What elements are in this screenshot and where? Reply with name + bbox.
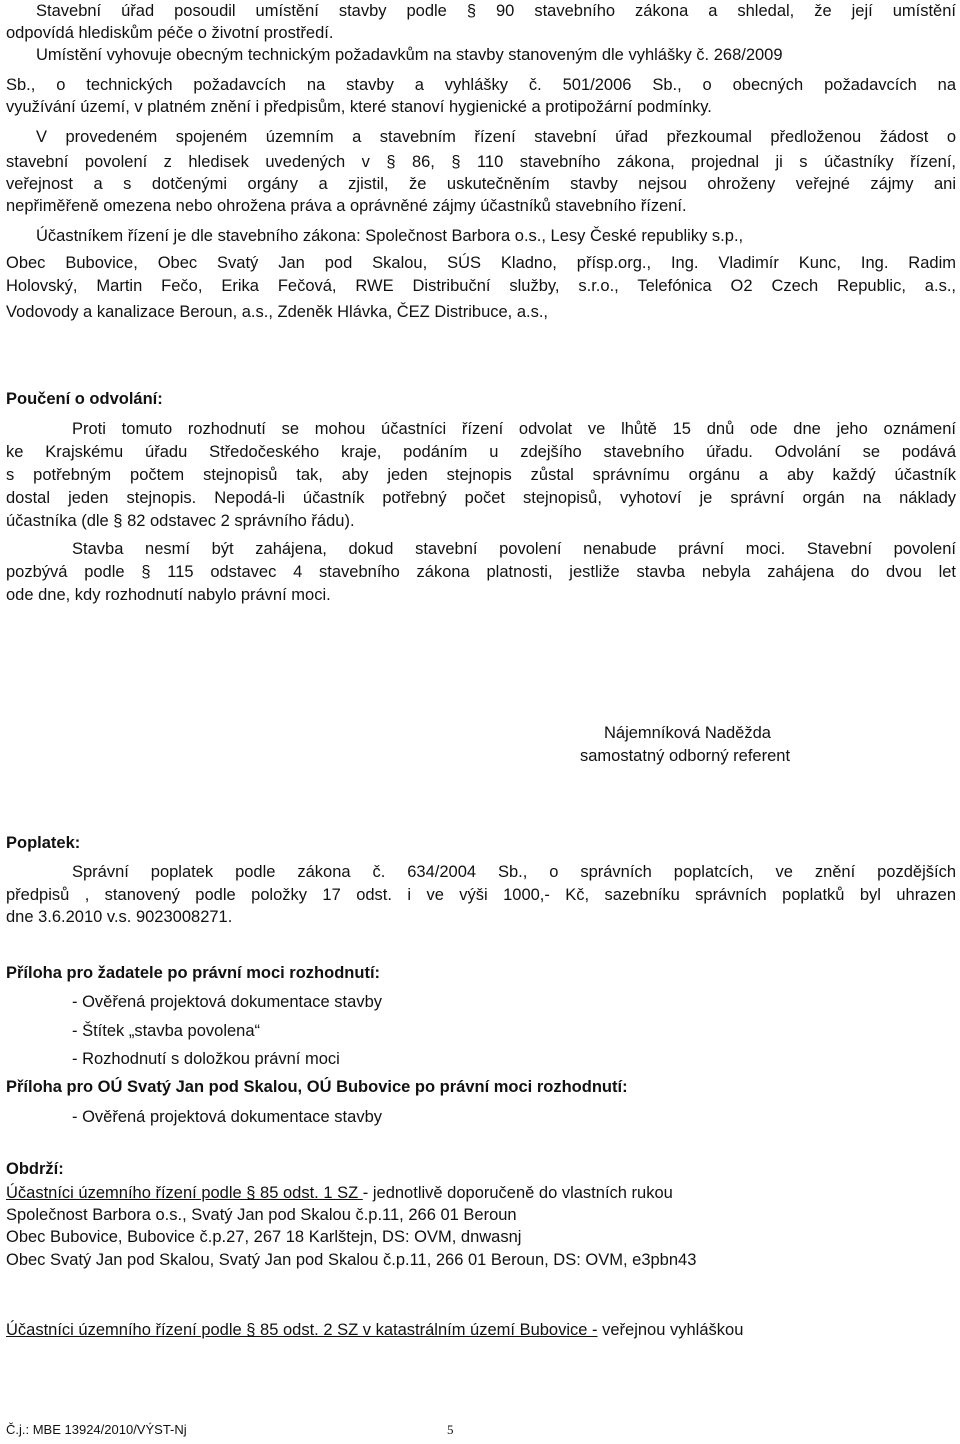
text-line: Obec Bubovice, Obec Svatý Jan pod Skalou, SÚS Kladno, přísp.org., Ing. Vladimír Kunc, Ing. Radim: [6, 254, 956, 272]
text-line: využívání území, v platném znění i předpisům, které stanoví hygienické a protipožární podmínky.: [6, 98, 712, 116]
text-line: pozbývá podle § 115 odstavec 4 stavebního zákona platnosti, jestliže stavba nebyla zahájena do dvou let: [6, 563, 956, 581]
text-line: Umístění vyhovuje obecným technickým požadavkům na stavby stanoveným dle vyhlášky č. 268/2009: [36, 46, 783, 64]
list-item: - Ověřená projektová dokumentace stavby: [72, 1108, 382, 1126]
recipient-group-label: Účastníci územního řízení podle § 85 odst. 2 SZ v katastrálním území Bubovice -: [6, 1321, 598, 1339]
recipient-group-note: - jednotlivě doporučeně do vlastních rukou: [362, 1184, 673, 1202]
section-heading: Příloha pro OÚ Svatý Jan pod Skalou, OÚ Bubovice po právní moci rozhodnutí:: [6, 1078, 628, 1096]
text-line: Správní poplatek podle zákona č. 634/2004 Sb., o správních poplatcích, ve znění pozdějších: [72, 863, 956, 881]
reference-number: Č.j.: MBE 13924/2010/VÝST-Nj: [6, 1422, 187, 1437]
text-line: veřejnost a s dotčenými orgány a zjistil, že uskutečněním stavby nejsou ohroženy veřejné zájmy ani: [6, 175, 956, 193]
text-line: Stavba nesmí být zahájena, dokud stavební povolení nenabude právní moci. Stavební povolení: [72, 540, 956, 558]
text-line: předpisů , stanovený podle položky 17 odst. i ve výši 1000,- Kč, sazebníku správních poplatků byl uhrazen: [6, 886, 956, 904]
text-line: stavební povolení z hledisek uvedených v § 86, § 110 stavebního zákona, projednal ji s účastníky řízení,: [6, 153, 956, 171]
text-line: Stavební úřad posoudil umístění stavby podle § 90 stavebního zákona a shledal, že její umístění: [36, 2, 956, 20]
text-line: Holovský, Martin Fečo, Erika Fečová, RWE Distribuční služby, s.r.o., Telefónica O2 Czech Republic, a.s.,: [6, 277, 956, 295]
text-line: s potřebným počtem stejnopisů tak, aby jeden stejnopis zůstal správnímu orgánu a aby každý účastník: [6, 466, 956, 484]
list-item: - Štítek „stavba povolena“: [72, 1022, 261, 1040]
text-line: ke Krajskému úřadu Středočeského kraje, podáním u zdejšího stavebního úřadu. Odvolání se podává: [6, 443, 956, 461]
text-line: nepřiměřeně omezena nebo ohrožena práva a oprávněné zájmy účastníků stavebního řízení.: [6, 197, 687, 215]
section-heading: Příloha pro žadatele po právní moci rozhodnutí:: [6, 964, 381, 982]
text-line: Účastníkem řízení je dle stavebního zákona: Společnost Barbora o.s., Lesy České republiky s.p.,: [36, 227, 744, 245]
recipient-item: Obec Bubovice, Bubovice č.p.27, 267 18 Karlštejn, DS: OVM, dnwasnj: [6, 1228, 522, 1246]
text-line: V provedeném spojeném územním a stavebním řízení stavební úřad přezkoumal předloženou žádost o: [36, 128, 956, 146]
section-heading: Poučení o odvolání:: [6, 390, 163, 408]
recipient-group-header: [6, 1319, 743, 1341]
recipient-group-header: [6, 1182, 673, 1204]
text-line: Sb., o technických požadavcích na stavby a vyhlášky č. 501/2006 Sb., o obecných požadavcích na: [6, 76, 956, 94]
recipient-group-label: Účastníci územního řízení podle § 85 odst. 1 SZ: [6, 1184, 363, 1202]
list-item: - Ověřená projektová dokumentace stavby: [72, 993, 382, 1011]
text-line: účastníka (dle § 82 odstavec 2 správního řádu).: [6, 512, 355, 530]
signatory-role: samostatný odborný referent: [580, 747, 791, 765]
text-line: dostal jeden stejnopis. Nepodá-li účastník potřebný počet stejnopisů, vyhotoví je správní orgán na náklady: [6, 489, 956, 507]
section-heading: Poplatek:: [6, 834, 81, 852]
recipient-item: Obec Svatý Jan pod Skalou, Svatý Jan pod Skalou č.p.11, 266 01 Beroun, DS: OVM, e3pbn43: [6, 1251, 697, 1269]
recipient-item: Společnost Barbora o.s., Svatý Jan pod Skalou č.p.11, 266 01 Beroun: [6, 1206, 517, 1224]
text-line: Vodovody a kanalizace Beroun, a.s., Zdeněk Hlávka, ČEZ Distribuce, a.s.,: [6, 303, 549, 321]
list-item: - Rozhodnutí s doložkou právní moci: [72, 1050, 340, 1068]
signatory-name: Nájemníková Naděžda: [604, 724, 771, 742]
text-line: Proti tomuto rozhodnutí se mohou účastníci řízení odvolat ve lhůtě 15 dnů ode dne jeho oznámení: [72, 420, 956, 438]
text-line: dne 3.6.2010 v.s. 9023008271.: [6, 908, 233, 926]
text-line: ode dne, kdy rozhodnutí nabylo právní moci.: [6, 586, 331, 604]
section-heading: Obdrží:: [6, 1160, 64, 1178]
recipient-group-note: veřejnou vyhláškou: [597, 1321, 744, 1339]
text-line: odpovídá hlediskům péče o životní prostředí.: [6, 24, 334, 42]
page-number: 5: [447, 1422, 454, 1437]
